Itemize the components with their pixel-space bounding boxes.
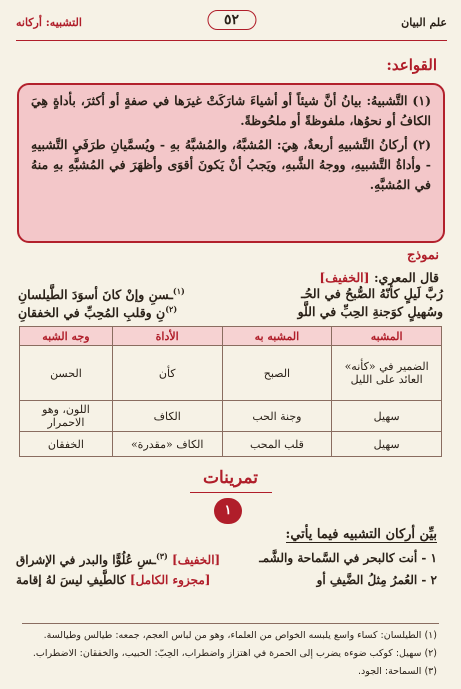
verse-1-first-half: رُبَّ لَيلٍ كأنّهُ الصُّبحُ في الحُـ [301,286,443,301]
poet-name: قال المعري: [373,270,439,285]
table-cell: اللون، وهو الاحمرار [20,401,113,432]
table-row [20,432,442,457]
page-number: ٥٢ [207,10,256,30]
table-cell: الصبح [222,346,332,401]
table-cell: كأن [112,346,222,401]
exercise-number-badge: ١ [214,498,242,524]
book-title: علم البيان [401,16,447,29]
table-cell: الحسن [20,346,113,401]
exercises-underline [190,492,272,493]
exercise-1-first-half: ١ - أنت كالبحر في السَّماحة والشَّمـ [259,551,437,565]
verse-line-2 [18,304,443,324]
table-cell: سهيل [332,432,442,457]
exercise-line-2 [16,573,437,593]
rules-box [17,83,445,243]
table-cell: وجنة الحب [222,401,332,432]
poet-line [319,270,439,285]
verse-1-second-half: $^{(١)}$ـسنِ وإنْ كانَ أسوَدَ الطَّيلسانِ [18,286,185,303]
header-divider [16,40,447,41]
table-cell: الكاف [112,401,222,432]
exercise-question: بيِّن أركان التشبيه فيما يأتي: [285,527,437,542]
table-row [20,401,442,432]
rules-heading: القواعد: [386,56,437,74]
table-cell: الخفقان [20,432,113,457]
simile-table [19,326,442,457]
table-cell: قلب المحب [222,432,332,457]
footnote-ref-3: (٣) [155,551,168,561]
table-header-row [20,327,442,346]
verse-2-first-half: وسُهيلٍ كوَجنةِ الحِبِّ في اللَّو [297,304,443,319]
col-wajh: وجه الشبه [20,327,113,346]
footnote-1: (١) الطيلسان: كساء واسع يلبسه الخواص من العلماء، وهو من لباس العجم، جمعه: طيالس وطيالسة. [43,630,437,641]
col-mushabbah: المشبه [332,327,442,346]
exercise-line-1 [16,551,437,571]
rule-item-2: (٢) أركانُ التَّشبيهِ أربعةٌ، هِيَ: المُشبَّهُ، والمُشبَّهُ بهِ - ويُسمَّيانِ طرَفَيِ التَّشبيهِ - وأداةُ التَّشبيهِ، ووجهُ الشَّبهِ، ويَجبُ أنْ يَكونَ أقوَى وأظهَرَ في المُشبَّهِ بهِ منهُ في المُشبَّهِ. [31,137,431,192]
model-heading: نموذج [406,248,439,263]
exercise-1-second-half: [الخفيف] $^{(٣)}$ـسِ عُلُوًّا والبدر في الإشراق [16,551,221,567]
footnote-ref-1: (١) [172,286,185,296]
exercise-2-second-half: [مجزوء الكامل] كالطَّيفِ ليسَ لهُ إقامة [16,573,211,587]
exercise-2-first-half: ٢ - العُمرُ مِثلُ الضَّيفِ أو [316,573,437,587]
footnote-ref-2: (٢) [165,304,178,314]
footnote-3: (٣) السماحة: الجود. [358,666,437,677]
verse-2-second-half: $^{(٢)}$نِ وقلبِ المُحِبِّ في الخفقانِ [18,304,178,321]
table-row [20,346,442,401]
table-cell: الضمير في «كأنه» العائد على الليل [332,346,442,401]
footnote-2: (٢) سهيل: كوكب ضوءه يضرب إلى الحمرة في اهتزاز واضطراب، الحِبّ: الحبيب، والخفقان: الاضطراب. [32,648,437,659]
verse-line-1 [18,286,443,306]
exercise-1-meter: [الخفيف] [172,553,221,567]
col-mushabbah-bih: المشبه به [222,327,332,346]
table-cell: الكاف «مقدرة» [112,432,222,457]
exercises-heading: تمرينات [203,468,258,488]
footnote-divider [22,623,439,624]
exercise-2-meter: [مجزوء الكامل] [129,573,211,587]
table-cell: سهيل [332,401,442,432]
page-header [16,10,447,36]
verse-meter: [الخفيف] [319,270,370,285]
rule-item-1: (١) التَّشبيهُ: بيانُ أنَّ شيئاً أو أشياءَ شارَكَتْ غيرَها في صفةٍ أو أكثرَ، بأداةٍ هِيَ الكافُ أو نحوُها، ملفوظةً أو ملحُوظةً. [31,93,431,128]
col-adah: الأداة [112,327,222,346]
chapter-title: التشبيه: أركانه [16,16,82,29]
